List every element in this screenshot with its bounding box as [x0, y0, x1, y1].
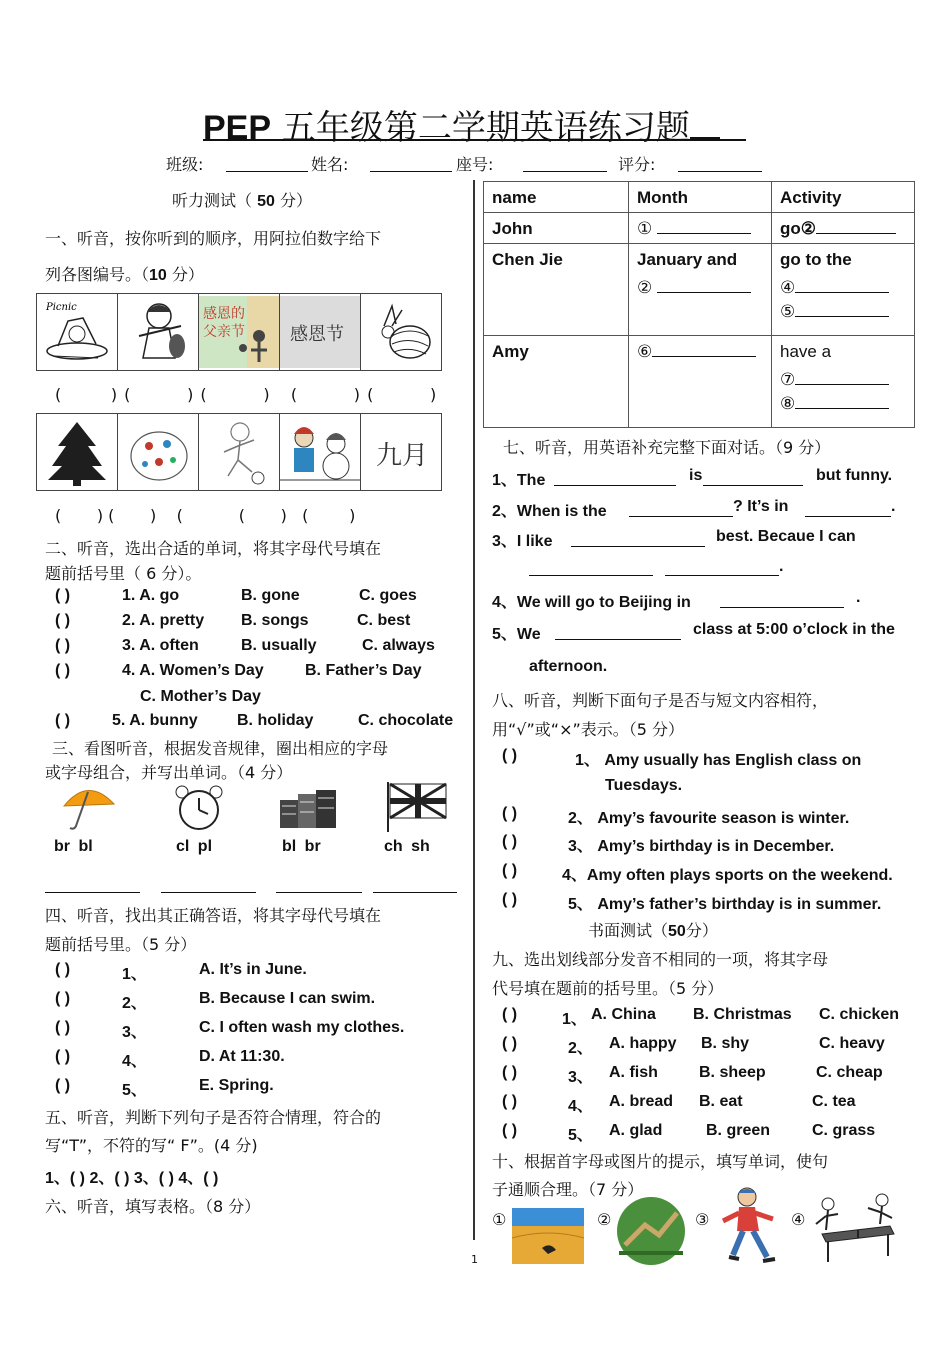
sec7-item-1-blank-2[interactable]	[703, 485, 803, 486]
paren-row-2: ( ) ( ) ( ( ) ( )	[55, 506, 356, 525]
sec9-item-2-b: B. shy	[701, 1035, 750, 1052]
picnic-picture	[37, 294, 117, 370]
sec8-item-5: 5、 Amy’s father’s birthday is in summer.	[568, 896, 882, 913]
sec10-mark-2: ②	[597, 1210, 612, 1229]
picture-row-2	[36, 413, 442, 491]
sec3-answer-2[interactable]	[161, 892, 256, 893]
sec9-item-5-num: 5、	[568, 1127, 593, 1144]
sec4-item-1-num: 1、	[122, 966, 147, 983]
sec9-item-5-b: B. green	[706, 1122, 771, 1139]
sec9-item-2-num: 2、	[568, 1040, 593, 1057]
sec9-item-1-num: 1、	[562, 1011, 587, 1028]
sec10-mark-4: ④	[791, 1210, 806, 1229]
sec7-item-4-a: 4、We will go to Beijing in	[492, 594, 691, 611]
sec9-item-1-c: C. chicken	[819, 1006, 900, 1023]
sec4-item-4-answer: D. At 11:30.	[199, 1048, 285, 1065]
sec7-item-2-a: 2、When is the	[492, 503, 607, 520]
sec7-item-3-blank-3[interactable]	[665, 575, 779, 576]
sec4-item-3-num: 3、	[122, 1024, 147, 1041]
sec3-pair-2: cl pl	[176, 838, 213, 855]
snow-kids-picture	[280, 414, 360, 490]
sec7-instruction: 七、听音，用英语补充完整下面对话。（9 分）	[503, 438, 831, 457]
sec8-item-2: 2、 Amy’s favourite season is winter.	[568, 810, 850, 827]
sec7-item-1-b: is	[689, 467, 703, 484]
sec2-item-3-b: B. usually	[241, 637, 317, 654]
sec10-instruction: 十、根据首字母或图片的提示，填写单词，使句	[492, 1152, 829, 1171]
sec3-answer-4[interactable]	[373, 892, 457, 893]
sec5-answers: 1、( ) 2、( ) 3、( ) 4、( )	[45, 1170, 219, 1187]
page-number: 1	[471, 1253, 478, 1266]
sec4-instruction-2: 题前括号里。（5 分）	[45, 935, 197, 954]
sec10-mark-3: ③	[695, 1210, 710, 1229]
sec9-item-1-a: A. China	[591, 1006, 656, 1023]
ping-pong-picture	[812, 1190, 900, 1264]
september-picture	[361, 414, 441, 490]
sec7-item-3-period: .	[779, 558, 784, 575]
sec2-item-2-c: C. best	[357, 612, 411, 629]
sec2-item-5: ( )	[55, 712, 71, 729]
sec3-instruction-2: 或字母组合，并写出单词。（4 分）	[45, 763, 293, 782]
sec4-item-1-paren: ( )	[55, 961, 71, 978]
sec2-item-5-c: C. chocolate	[358, 712, 454, 729]
sec7-item-1-c: but funny.	[816, 467, 893, 484]
sec7-item-1-a: 1、The	[492, 472, 546, 489]
sec7-item-3-b: best. Becaue I can	[716, 528, 856, 545]
sec8-item-1-paren: ( )	[502, 747, 518, 764]
table-row-john-month[interactable]: ①	[629, 213, 772, 244]
clock-picture	[168, 782, 230, 834]
sec4-item-4-paren: ( )	[55, 1048, 71, 1065]
table-row-amy-name: Amy	[484, 336, 629, 428]
name-field[interactable]	[370, 171, 452, 172]
table-header-name: name	[484, 182, 629, 213]
sec9-item-2-c: C. heavy	[819, 1035, 885, 1052]
sec2-item-4: ( )	[55, 662, 71, 679]
sec9-item-2-a: A. happy	[609, 1035, 677, 1052]
september-text: 九月	[376, 441, 429, 471]
sec1-instruction: 一、听音，按你听到的顺序，用阿拉伯数字给下	[45, 229, 382, 248]
uk-flag-picture	[382, 778, 452, 834]
sec8-item-3: 3、 Amy’s birthday is in December.	[568, 838, 835, 855]
sec9-item-4-b: B. eat	[699, 1093, 743, 1110]
sec9-item-5-a: A. glad	[609, 1122, 663, 1139]
sec8-item-5-paren: ( )	[502, 891, 518, 908]
column-divider	[473, 180, 475, 1240]
girl-violin-picture	[118, 294, 198, 370]
page-title: PEP 五年级第二学期英语练习题	[203, 100, 720, 149]
sec2-item-2-b: B. songs	[241, 612, 309, 629]
running-boy-picture	[715, 1185, 785, 1267]
sec9-instruction-2: 代号填在题前的括号里。（5 分）	[492, 979, 724, 998]
sec4-item-5-num: 5、	[122, 1082, 147, 1099]
sec4-item-3-answer: C. I often wash my clothes.	[199, 1019, 405, 1036]
sec9-item-3-paren: ( )	[502, 1064, 518, 1081]
sec7-item-1-blank-1[interactable]	[554, 485, 676, 486]
seat-field[interactable]	[523, 171, 607, 172]
sec2-item-3-a: 3. A. often	[122, 637, 199, 654]
sec9-item-4-paren: ( )	[502, 1093, 518, 1110]
umbrella-picture	[58, 782, 120, 832]
sec7-item-5-c: afternoon.	[529, 658, 608, 675]
sec3-pair-1: br bl	[54, 838, 93, 855]
sec9-item-3-b: B. sheep	[699, 1064, 766, 1081]
sec7-item-2-b: ? It’s in	[733, 498, 789, 515]
soccer-boy-picture	[199, 414, 279, 490]
sec9-item-3-c: C. cheap	[816, 1064, 883, 1081]
sec9-item-4-num: 4、	[568, 1098, 593, 1115]
sec4-item-5-answer: E. Spring.	[199, 1077, 274, 1094]
sec1-instruction-2: 列各图编号。（10 分）	[45, 265, 204, 284]
sec3-instruction: 三、看图听音，根据发音规律，圈出相应的字母	[52, 739, 389, 758]
sec7-item-3-blank-1[interactable]	[571, 546, 705, 547]
sec5-instruction-2: 写“T”，不符的写“ F”。(4 分)	[45, 1136, 258, 1155]
sec8-item-4-paren: ( )	[502, 862, 518, 879]
sec9-item-2-paren: ( )	[502, 1035, 518, 1052]
sec4-item-1-answer: A. It’s in June.	[199, 961, 307, 978]
sec4-instruction: 四、听音，找出其正确答语，将其字母代号填在	[45, 906, 382, 925]
sec6-instruction: 六、听音，填写表格。（8 分）	[45, 1197, 261, 1216]
sec4-item-2-paren: ( )	[55, 990, 71, 1007]
picnic-word: Picnic	[46, 302, 77, 313]
sec10-instruction-2: 子通顺合理。（7 分）	[492, 1180, 644, 1199]
sec7-item-2-blank-1[interactable]	[629, 516, 733, 517]
sec3-pair-4: ch sh	[384, 838, 430, 855]
sec2-item-4-a: 4. A. Women’s Day	[122, 662, 264, 679]
sec9-item-4-c: C. tea	[812, 1093, 856, 1110]
field-picture	[512, 1208, 584, 1264]
sec2-item-3-c: C. always	[362, 637, 435, 654]
sec2-item-1: ( )	[55, 587, 71, 604]
sec2-item-2: ( )	[55, 612, 71, 629]
picture-row-1	[36, 293, 442, 371]
sec2-item-4-c: C. Mother’s Day	[140, 688, 261, 705]
fathers-day-line1: 感恩的	[203, 306, 245, 322]
sec2-item-5-a: 5. A. bunny	[112, 712, 198, 729]
sec7-item-3-blank-2[interactable]	[529, 575, 653, 576]
sec2-instruction: 二、听音，选出合适的单词，将其字母代号填在	[45, 539, 382, 558]
sec3-pair-3: bl br	[282, 838, 321, 855]
sec8-item-1: 1、 Amy usually has English class on	[575, 752, 862, 769]
class-field[interactable]	[226, 171, 308, 172]
table-row-chenjie-activity[interactable]: go to the ④ ⑤	[772, 244, 915, 336]
title-underline	[203, 139, 746, 141]
score-label: 评分:	[618, 155, 656, 174]
sec3-answer-3[interactable]	[276, 892, 362, 893]
listening-heading: 听力测试（ 50 分）	[172, 191, 313, 210]
sec7-item-3-a: 3、I like	[492, 533, 553, 550]
table-header-activity: Activity	[772, 182, 915, 213]
sec8-item-1-cont: Tuesdays.	[605, 777, 683, 794]
written-heading: 书面测试（50分）	[588, 921, 718, 940]
easter-egg-picture	[361, 294, 441, 370]
seat-label: 座号:	[456, 155, 494, 174]
sec7-item-4-blank[interactable]	[720, 607, 844, 608]
sec7-item-5-a: 5、We	[492, 626, 541, 643]
thanksgiving-text: 感恩节	[290, 324, 344, 345]
sec7-item-5-blank[interactable]	[555, 639, 681, 640]
sec9-item-5-paren: ( )	[502, 1122, 518, 1139]
sec9-instruction: 九、选出划线部分发音不相同的一项，将其字母	[492, 950, 829, 969]
sec2-item-1-c: C. goes	[359, 587, 417, 604]
sec8-instruction: 八、听音，判断下面句子是否与短文内容相符，	[492, 691, 829, 710]
table-row-chenjie-name: Chen Jie	[484, 244, 629, 336]
sec4-item-2-num: 2、	[122, 995, 147, 1012]
thanksgiving-picture	[280, 294, 360, 370]
table-row-john-name: John	[484, 213, 629, 244]
sec4-item-3-paren: ( )	[55, 1019, 71, 1036]
sec7-item-4-b: .	[856, 589, 861, 606]
table-row-john-activity[interactable]: go②	[772, 213, 915, 244]
sec2-item-5-b: B. holiday	[237, 712, 314, 729]
sec2-item-1-a: 1. A. go	[122, 587, 180, 604]
sec8-item-3-paren: ( )	[502, 833, 518, 850]
table-row-amy-month[interactable]: ⑥	[629, 336, 772, 428]
sec2-item-4-b: B. Father’s Day	[305, 662, 422, 679]
sec9-item-1-paren: ( )	[502, 1006, 518, 1023]
sec9-item-3-num: 3、	[568, 1069, 593, 1086]
sec9-item-1-b: B. Christmas	[693, 1006, 792, 1023]
blocks-picture	[276, 786, 346, 832]
fathers-day-picture	[199, 294, 279, 370]
sec9-item-5-c: C. grass	[812, 1122, 876, 1139]
class-label: 班级:	[166, 155, 204, 174]
sec4-item-5-paren: ( )	[55, 1077, 71, 1094]
sec2-item-3: ( )	[55, 637, 71, 654]
paren-row-1: ( ) ( ) ( ) ( ) ( )	[55, 385, 437, 404]
fathers-day-line2: 父亲节	[203, 324, 245, 340]
sec9-item-4-a: A. bread	[609, 1093, 674, 1110]
sec2-instruction-2: 题前括号里（ 6 分）。	[45, 564, 202, 583]
score-field[interactable]	[678, 171, 762, 172]
sec2-item-1-b: B. gone	[241, 587, 300, 604]
sec5-instruction: 五、听音，判断下列句子是否符合情理，符合的	[45, 1108, 382, 1127]
cake-picture	[118, 414, 198, 490]
sec8-item-2-paren: ( )	[502, 805, 518, 822]
sec4-item-2-answer: B. Because I can swim.	[199, 990, 376, 1007]
sec3-answer-1[interactable]	[45, 892, 140, 893]
sec7-item-5-b: class at 5:00 o’clock in the	[693, 621, 895, 638]
table-row-amy-activity[interactable]: have a ⑦ ⑧	[772, 336, 915, 428]
table-header-month: Month	[629, 182, 772, 213]
great-wall-picture	[615, 1195, 687, 1267]
sec7-item-2-c: .	[891, 498, 896, 515]
sec8-item-4: 4、Amy often plays sports on the weekend.	[562, 867, 893, 884]
sec2-item-2-a: 2. A. pretty	[122, 612, 205, 629]
sec7-item-2-blank-2[interactable]	[805, 516, 891, 517]
sec9-item-3-a: A. fish	[609, 1064, 658, 1081]
fill-table	[483, 181, 915, 428]
table-row-chenjie-month[interactable]: January and ②	[629, 244, 772, 336]
name-label: 姓名:	[311, 155, 349, 174]
sec4-item-4-num: 4、	[122, 1053, 147, 1070]
sec8-instruction-2: 用“√”或“×”表示。（5 分）	[492, 720, 685, 739]
christmas-tree-picture	[37, 414, 117, 490]
sec10-mark-1: ①	[492, 1210, 507, 1229]
